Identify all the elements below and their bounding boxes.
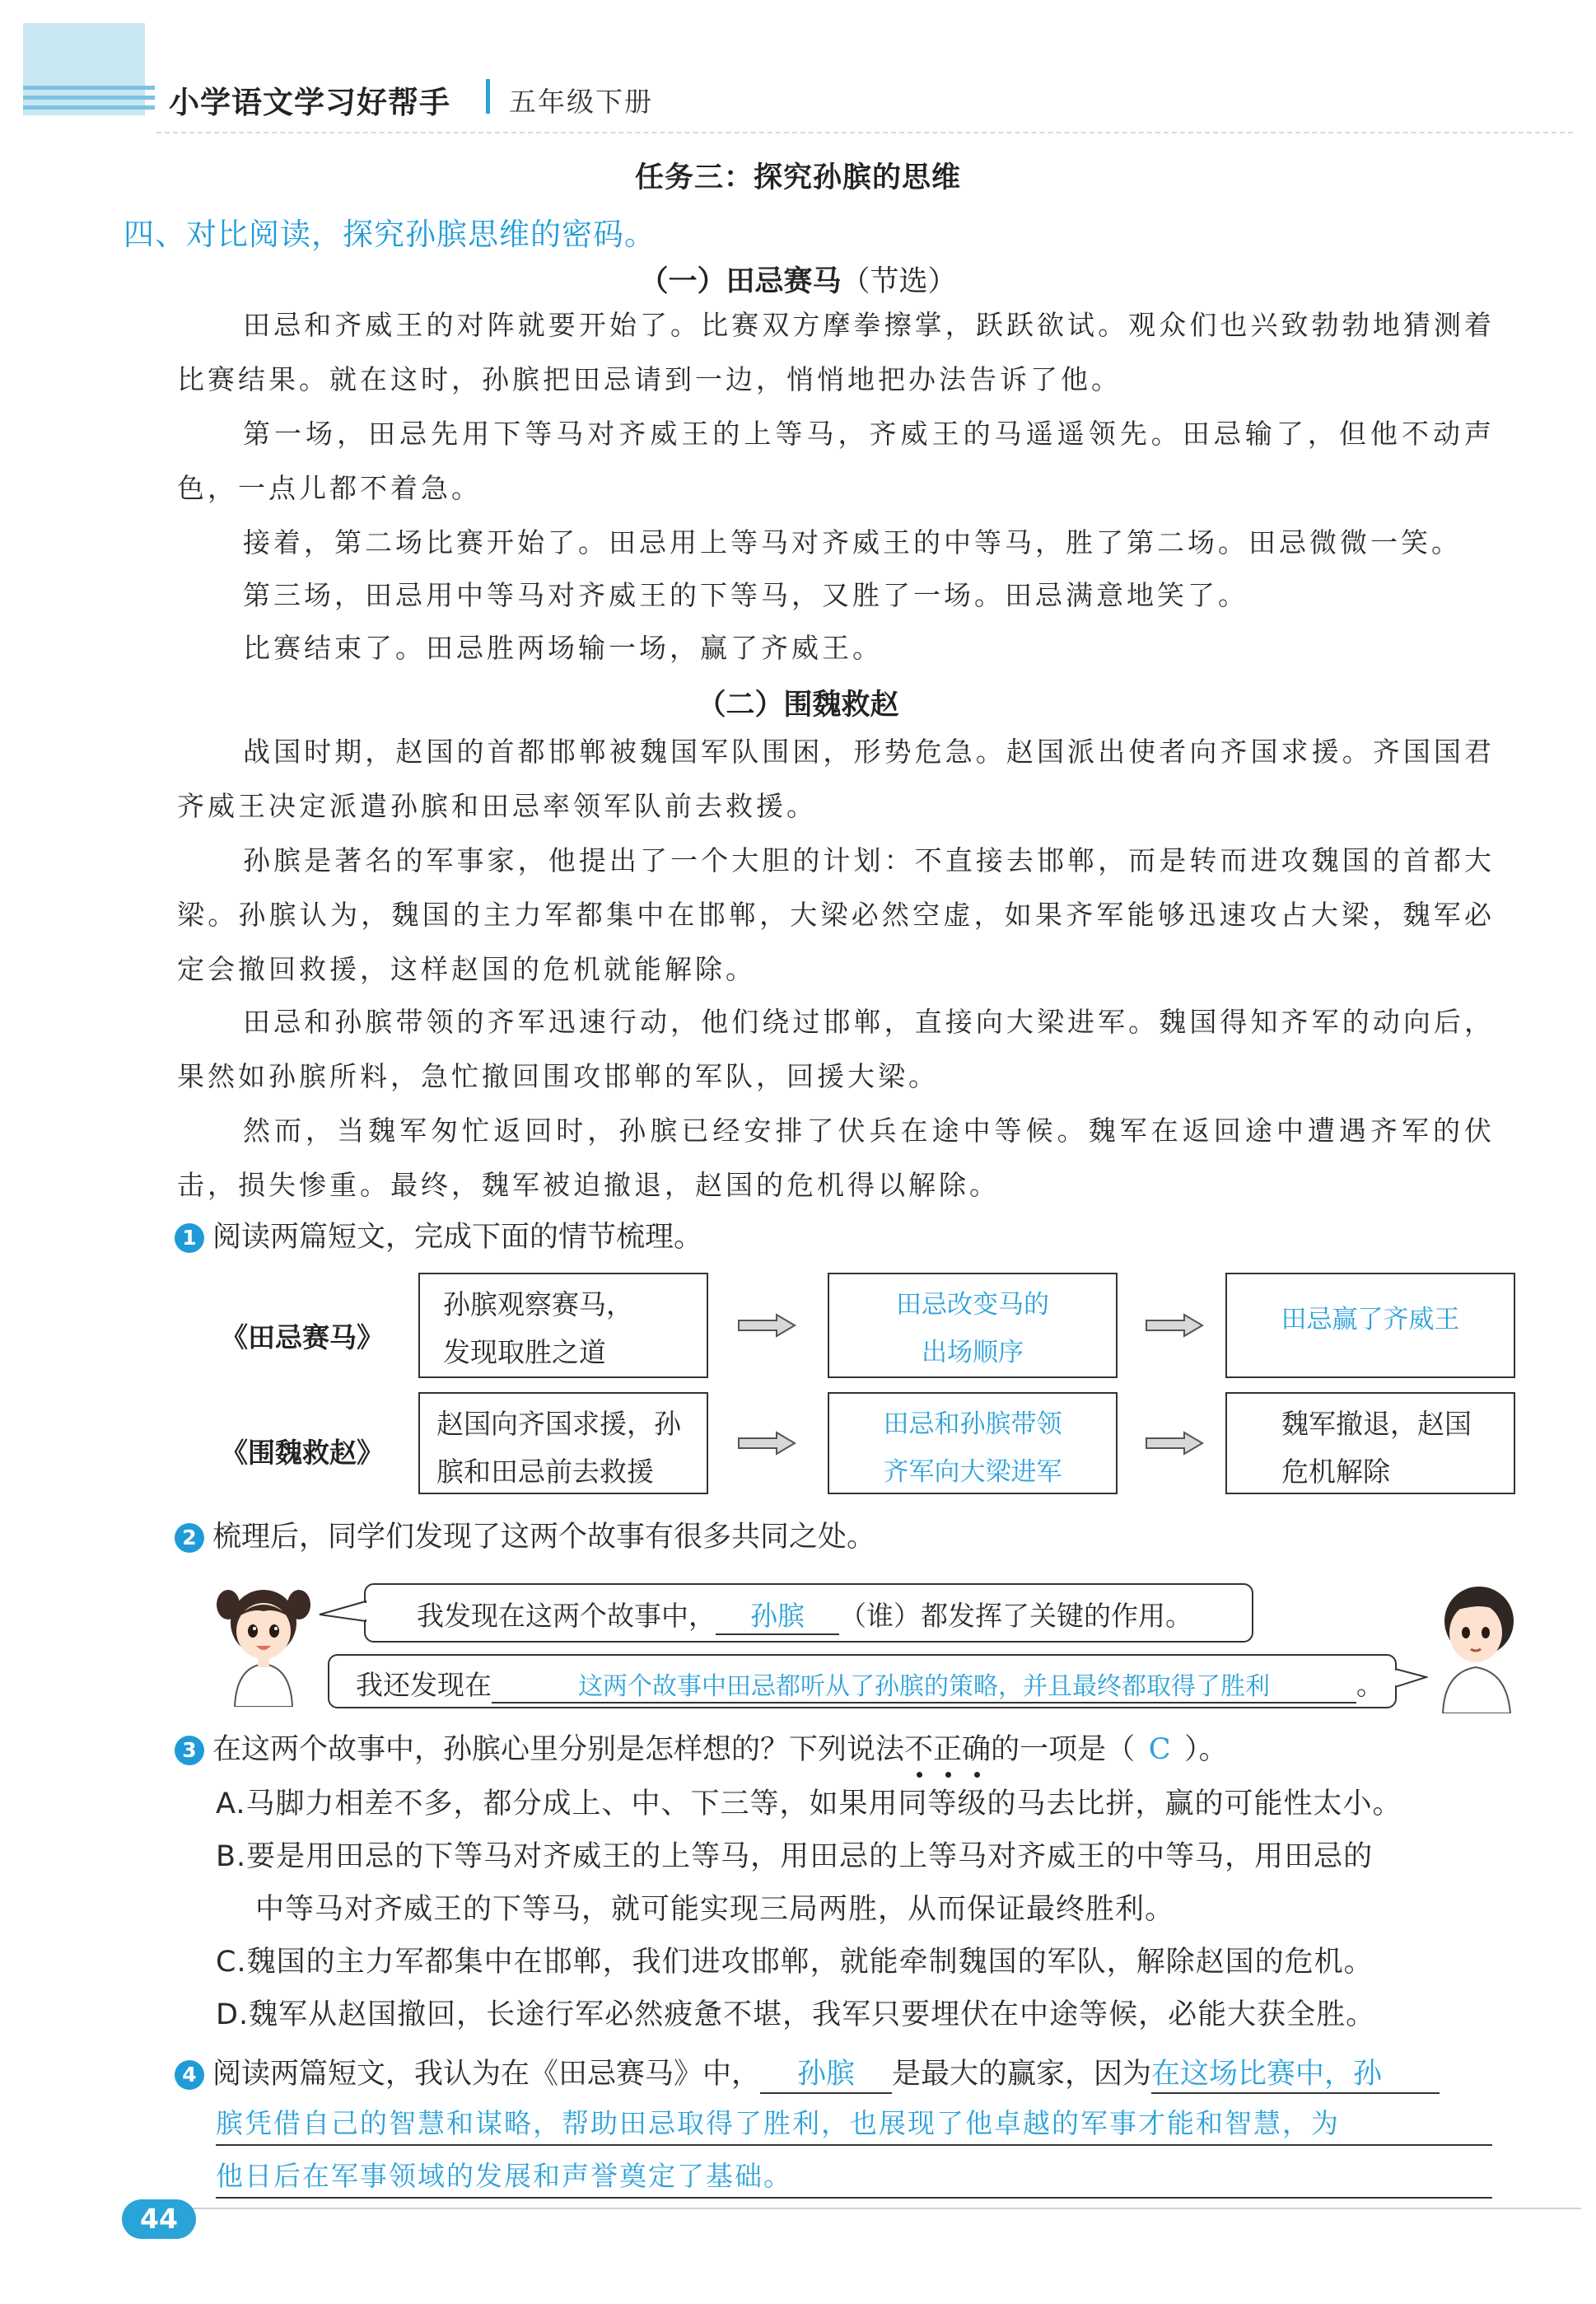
flow-box-3 <box>1225 1392 1515 1494</box>
header-stripe <box>23 105 155 110</box>
story1-paragraph: 第一场，田忌先用下等马对齐威王的上等马，齐威王的马遥遥领先。田忌输了，但他不动声色，一点儿都不着急。 <box>177 418 1495 504</box>
header-divider <box>156 132 1573 133</box>
flow-answer-box[interactable] <box>828 1273 1118 1378</box>
flow-answer-line: 田忌和孙膑带领 <box>883 1409 1062 1439</box>
flow-box-line: 膑和田忌前去救援 <box>436 1456 654 1488</box>
header-stripe <box>23 96 155 100</box>
speech-bubble-2 <box>328 1654 1397 1708</box>
question-number: 3 <box>175 1736 204 1765</box>
flow-answer-line: 田忌赢了齐威王 <box>1281 1305 1460 1334</box>
answer-choice[interactable]: C <box>1148 1733 1171 1766</box>
flow-box-1 <box>418 1273 708 1378</box>
bubble-tail <box>1395 1666 1428 1690</box>
flow-answer-box[interactable] <box>828 1392 1118 1494</box>
story1-paragraph: 第三场，田忌用中等马对齐威王的下等马，又胜了一场。田忌满意地笑了。 <box>243 579 1248 611</box>
flow-box-1 <box>418 1392 708 1494</box>
story1-title-note: （节选） <box>841 265 957 298</box>
question-1-text: 阅读两篇短文，完成下面的情节梳理。 <box>212 1221 703 1254</box>
answer-line[interactable]: 在这场比赛中，孙 <box>1151 2051 1440 2094</box>
story1-paragraph: 接着，第二场比赛开始了。田忌用上等马对齐威王的中等马，胜了第二场。田忌微微一笑。 <box>243 526 1462 558</box>
question-4 <box>175 2051 1440 2094</box>
bubble-text: （谁）都发挥了关键的作用。 <box>839 1600 1192 1632</box>
story1-paragraph: 比赛结束了。田忌胜两场输一场，赢了齐威王。 <box>243 632 883 664</box>
flow-box-line: 危机解除 <box>1281 1456 1390 1488</box>
flow-answer-line: 齐军向大梁进军 <box>883 1457 1062 1487</box>
arrow-right-icon <box>737 1313 796 1338</box>
emphasis-char: 正 <box>933 1733 963 1766</box>
header-separator <box>486 79 490 114</box>
question-1 <box>175 1214 702 1255</box>
question-3-text: ）。 <box>1184 1733 1228 1766</box>
question-2 <box>175 1514 875 1555</box>
question-number: 4 <box>175 2060 204 2090</box>
flow-box-line: 魏军撤退，赵国 <box>1281 1408 1472 1440</box>
header-decoration <box>23 23 145 115</box>
girl-avatar <box>210 1575 317 1707</box>
question-4-text: 是最大的赢家，因为 <box>892 2058 1152 2091</box>
section-title: 四、对比阅读，探究孙膑思维的密码。 <box>124 217 656 252</box>
question-2-text: 梳理后，同学们发现了这两个故事有很多共同之处。 <box>212 1521 876 1554</box>
flow-row-label: 《围魏救赵》 <box>221 1437 384 1469</box>
question-3-text: 的一项是（ <box>991 1733 1136 1766</box>
arrow-right-icon <box>737 1431 796 1456</box>
story1-title <box>0 259 1596 300</box>
answer-line[interactable]: 他日后在军事领域的发展和声誉奠定了基础。 <box>216 2155 1492 2199</box>
bubble-tail <box>318 1600 367 1624</box>
question-number: 1 <box>175 1223 204 1253</box>
question-4-text: 阅读两篇短文，我认为在《田忌赛马》中， <box>212 2058 761 2091</box>
bubble-text: 我发现在这两个故事中， <box>417 1600 716 1632</box>
task-title: 任务三：探究孙膑的思维 <box>634 161 961 194</box>
story1-title-main: （一）田忌赛马 <box>639 265 842 298</box>
arrow-right-icon <box>1145 1313 1204 1338</box>
bubble-text: 我还发现在 <box>356 1669 492 1701</box>
footer-divider <box>132 2208 1581 2209</box>
flow-box-line: 赵国向齐国求援，孙 <box>436 1408 681 1440</box>
flow-row-label: 《田忌赛马》 <box>221 1321 384 1353</box>
story2-paragraph: 田忌和孙膑带领的齐军迅速行动，他们绕过邯郸，直接向大梁进军。魏国得知齐军的动向后，果然如孙膑所料，急忙撤回围攻邯郸的军队，回援大梁。 <box>177 1006 1495 1092</box>
story2-title: （二）围魏救赵 <box>697 689 899 722</box>
option-d: D.魏军从赵国撤回，长途行军必然疲惫不堪，我军只要埋伏在中途等候，必能大获全胜。 <box>216 1998 1376 2031</box>
page-number: 44 <box>122 2199 196 2239</box>
story2-paragraph: 孙膑是著名的军事家，他提出了一个大胆的计划：不直接去邯郸，而是转而进攻魏国的首都大梁。孙膑认为，魏国的主力军都集中在邯郸，大梁必然空虚，如果齐军能够迅速攻占大梁，魏军必定会撤回救援，这样赵国的危机就能解除。 <box>177 844 1495 985</box>
answer-blank[interactable]: 孙膑 <box>760 2051 892 2094</box>
header-stripe <box>23 86 155 90</box>
flow-box-line: 发现取胜之道 <box>443 1336 606 1368</box>
grade-label: 五年级下册 <box>509 86 653 118</box>
option-a: A.马脚力相差不多，都分成上、中、下三等，如果用同等级的马去比拼，赢的可能性太小。 <box>216 1788 1402 1820</box>
answer-blank[interactable]: 孙膑 <box>716 1595 839 1635</box>
flow-box-line: 孙膑观察赛马， <box>443 1288 633 1320</box>
flow-answer-line: 出场顺序 <box>922 1338 1024 1367</box>
emphasis-char: 不 <box>904 1733 934 1766</box>
boy-avatar <box>1428 1573 1527 1713</box>
option-b: B.要是用田忌的下等马对齐威王的上等马，用田忌的上等马对齐威王的中等马，用田忌的 <box>216 1840 1374 1873</box>
flow-answer-line: 田忌改变马的 <box>896 1290 1049 1320</box>
option-b-continued: 中等马对齐威王的下等马，就可能实现三局两胜，从而保证最终胜利。 <box>255 1893 1175 1926</box>
flow-answer-box[interactable] <box>1225 1273 1515 1378</box>
answer-line[interactable]: 膑凭借自己的智慧和谋略，帮助田忌取得了胜利，也展现了他卓越的军事才能和智慧，为 <box>216 2102 1492 2146</box>
bubble-text: 。 <box>1356 1669 1384 1701</box>
story1-paragraph: 田忌和齐威王的对阵就要开始了。比赛双方摩拳擦掌，跃跃欲试。观众们也兴致勃勃地猜测着比赛结果。就在这时，孙膑把田忌请到一边，悄悄地把办法告诉了他。 <box>177 309 1495 395</box>
emphasis-char: 确 <box>962 1733 992 1766</box>
book-title: 小学语文学习好帮手 <box>169 85 450 120</box>
option-c: C.魏国的主力军都集中在邯郸，我们进攻邯郸，就能牵制魏国的军队，解除赵国的危机。 <box>216 1946 1374 1979</box>
question-number: 2 <box>175 1523 204 1553</box>
story2-paragraph: 然而，当魏军匆忙返回时，孙膑已经安排了伏兵在途中等候。魏军在返回途中遭遇齐军的伏击，损失惨重。最终，魏军被迫撤退，赵国的危机得以解除。 <box>177 1115 1495 1201</box>
speech-bubble-1 <box>364 1583 1253 1643</box>
question-3-text: 在这两个故事中，孙膑心里分别是怎样想的？下列说法 <box>212 1733 905 1766</box>
story2-paragraph: 战国时期，赵国的首都邯郸被魏国军队围困，形势危急。赵国派出使者向齐国求援。齐国国君齐威王决定派遣孙膑和田忌率领军队前去救援。 <box>177 736 1495 822</box>
question-3 <box>175 1727 1228 1768</box>
arrow-right-icon <box>1145 1431 1204 1456</box>
answer-blank[interactable]: 这两个故事中田忌都听从了孙膑的策略，并且最终都取得了胜利 <box>492 1666 1356 1703</box>
